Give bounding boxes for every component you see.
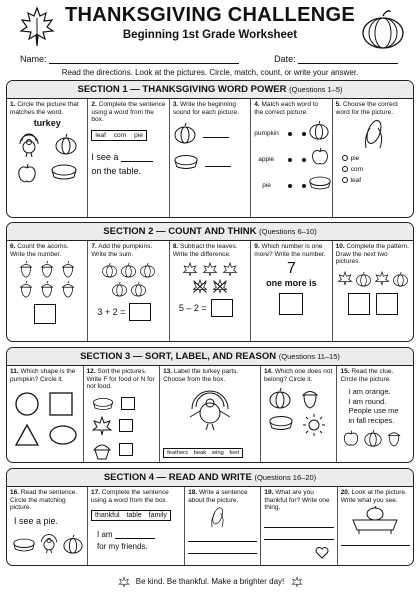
footer [0,576,420,588]
option-corn[interactable]: corn [342,166,410,173]
question-20: 20. Look at the picture. Write what you see. [338,487,413,565]
leaf-icon [182,262,198,277]
question-13: 13. Label the turkey parts. Choose from the box. feathers beak wing feet [160,366,261,462]
sun-icon[interactable] [302,413,326,437]
leaf-icon [202,262,218,277]
match-dot[interactable] [288,184,292,188]
match-dot[interactable] [302,158,306,162]
directions: Read the directions. Look at the pictures. Circle, match, count, or write your answer. [61,68,359,77]
pumpkin-icon[interactable] [268,387,292,409]
question-2: 2. Complete the sentence using a word from the box. leaf corn pie I see a on the table. [88,99,169,217]
pie-icon[interactable] [268,413,294,437]
pumpkin-icon [139,262,156,278]
word-box: leaf corn pie [91,130,146,141]
question-17: 17. Complete the sentence using a word from the box. thankful table family I am for my friends. [88,487,185,565]
writing-line[interactable] [341,538,410,546]
label-word-box: feathers beak wing feet [163,448,243,458]
corn-icon [206,506,257,530]
answer-line[interactable] [121,153,153,162]
acorn-icon [60,281,78,298]
section-1-header: SECTION 1 — THANKSGIVING WORD POWER (Questions 1–5) [7,81,413,99]
question-18: 18. Write a sentence about the picture. [185,487,261,565]
sort-box[interactable] [119,419,133,432]
pumpkin-icon [392,271,409,287]
name-date-row [20,54,398,64]
acorn-icon[interactable] [386,429,402,447]
writing-line[interactable] [188,546,257,554]
option-leaf[interactable]: leaf [342,177,410,184]
question-15: 15. Read the clue. Circle the picture. I am orange. I am round. People use me in fall recipes. [337,366,413,462]
match-dot[interactable] [288,132,292,136]
acorn-icon [39,281,57,298]
sort-box[interactable] [121,397,135,410]
pie-icon [173,152,199,172]
question-6: 6. Count the acorns. Write the number. [7,241,88,341]
writing-line[interactable] [188,534,257,542]
pumpkin-icon [120,262,137,278]
section-1 [6,80,414,218]
name-field[interactable] [49,55,239,64]
pie-icon[interactable] [50,162,78,184]
question-19: 19. What are you thankful for? Write one thing. [261,487,337,565]
answer-box[interactable] [279,293,303,315]
turkey-icon[interactable] [38,532,60,554]
table-pumpkin-icon [349,506,410,534]
leaf-icon [222,262,238,277]
match-word-pie: pie [262,182,271,189]
match-dot[interactable] [302,132,306,136]
date-label: Date: [274,54,296,64]
question-14: 14. Which one does not belong? Circle it. [261,366,338,462]
one-more-caption: one more is [266,278,317,288]
crossed-leaf-icon [192,279,208,294]
pumpkin-icon [111,281,128,297]
target-word: turkey [33,118,61,128]
corn-icon [336,118,410,152]
acorn-icon[interactable] [300,387,320,409]
pumpkin-icon[interactable] [54,132,78,158]
read-sentence: I see a pie. [14,515,59,526]
pie-icon[interactable] [12,536,36,554]
section-2 [6,222,414,342]
question-9: 9. Which number is one more? Write the number. 7 one more is [251,241,332,341]
sound-line-2[interactable] [205,158,231,167]
writing-line[interactable] [264,520,333,528]
leaf-icon [374,271,390,287]
option-pie[interactable]: pie [342,155,410,162]
question-10: 10. Complete the pattern. Draw the next two pictures. [333,241,413,341]
date-field[interactable] [298,55,398,64]
leaf-icon [337,271,353,287]
answer-box[interactable] [376,293,398,315]
writing-line[interactable] [264,532,333,540]
triangle-shape[interactable] [14,423,40,447]
name-label: Name: [20,54,47,64]
acorn-icon [18,281,36,298]
oval-shape[interactable] [48,423,78,447]
pumpkin-icon[interactable] [62,534,84,554]
apple-icon [310,146,330,166]
heart-icon [315,546,329,559]
answer-line[interactable] [115,530,155,539]
question-8: 8. Subtract the leaves. Write the difference. 5 – 2 = [170,241,251,341]
acorn-icon [39,261,57,278]
pie-icon [91,396,115,412]
pumpkin-icon [101,262,118,278]
section-4 [6,468,414,566]
pumpkin-icon [355,271,372,287]
section-2-header: SECTION 2 — COUNT AND THINK (Questions 6–10) [7,223,413,241]
pumpkin-icon [308,120,330,140]
question-1: 1. Circle the picture that matches the word. turkey [7,99,88,217]
sort-box[interactable] [119,443,133,456]
section-3 [6,347,414,463]
cupcake-icon [91,440,113,460]
section-3-header: SECTION 3 — SORT, LABEL, AND REASON (Questions 11–15) [7,348,413,366]
clue-text: I am orange. I am round. People use me in fall recipes. [348,387,399,425]
apple-icon[interactable] [342,429,360,447]
question-7: 7. Add the pumpkins. Write the sum. 3 + 2 = [88,241,169,341]
circle-shape[interactable] [14,391,40,417]
turkey-diagram [163,387,257,431]
footer-text: Be kind. Be thankful. Make a brighter day! [135,577,285,587]
question-5: 5. Choose the correct word for the picture. pie corn leaf [333,99,413,217]
pumpkin-icon[interactable] [363,429,383,447]
match-dot[interactable] [302,184,306,188]
turkey-icon[interactable] [16,132,42,158]
square-shape[interactable] [48,391,74,417]
leaf-icon [118,576,130,588]
leaf-icon [291,576,303,588]
sound-line-1[interactable] [203,129,229,138]
question-16: 16. Read the sentence. Circle the matching picture. I see a pie. [7,487,88,565]
question-3: 3. Write the beginning sound for each picture. [170,99,251,217]
answer-box[interactable] [348,293,370,315]
pumpkin-icon [130,281,147,297]
answer-box[interactable] [34,304,56,324]
answer-box[interactable] [129,303,151,321]
match-word-apple: apple [258,156,275,163]
acorn-icon [60,261,78,278]
section-4-header: SECTION 4 — READ AND WRITE (Questions 16–20) [7,469,413,487]
apple-icon[interactable] [16,162,38,184]
pumpkin-icon [173,122,197,144]
pie-icon [308,174,332,192]
match-dot[interactable] [288,158,292,162]
crossed-leaf-icon [212,279,228,294]
acorn-icon [18,261,36,278]
leaf-icon [91,416,113,436]
word-box: thankful table family [91,510,171,521]
page-title: THANKSGIVING CHALLENGE [65,4,355,26]
given-number: 7 [286,260,296,277]
answer-box[interactable] [211,299,233,317]
match-word-pumpkin: pumpkin [254,130,279,137]
question-4: 4. Match each word to the correct picture. pumpkin apple pie [251,99,332,217]
page-subtitle: Beginning 1st Grade Worksheet [122,29,298,41]
question-11: 11. Which shape is the pumpkin? Circle it. [7,366,84,462]
question-12: 12. Sort the pictures. Write F for food or N for not food. [84,366,161,462]
